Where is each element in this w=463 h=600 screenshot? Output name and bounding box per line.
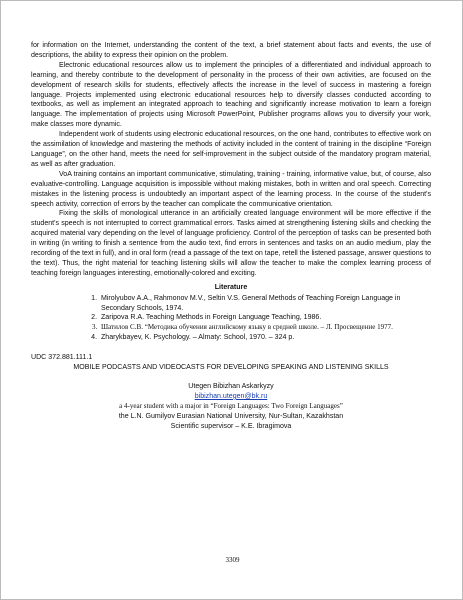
author-affiliation-university: the L.N. Gumilyov Eurasian National University, Nur-Sultan, Kazakhstan bbox=[118, 412, 344, 420]
scientific-supervisor: Scientific supervisor – K.E. Ibragimova bbox=[170, 422, 292, 430]
reference-item-3: 3. Шатилов С.В. “Методика обучения английскому языку в средней школе. – Л. Просвещение 1977. bbox=[99, 323, 431, 333]
page-number: 3309 bbox=[225, 556, 240, 564]
paragraph-2: Electronic educational resources allow us to implement the principles of a differentiated and individual approach to learning, and thereby contribute to the development of personality in the process of their own activities, are focused on the development of research skills for students, effectively affects the increase in the level of success in mastering a foreign language. Projects implemented using electronic educational resources help to diversify classes conducted according to textbooks, as well as implement an integrated approach to teaching and significantly increase motivation to learn a foreign language. The implementation of projects using Microsoft PowerPoint, Publisher programs allows you to diversify your work, make classes more dynamic. bbox=[31, 61, 431, 129]
author-email-link[interactable]: bibizhan.utegen@bk.ru bbox=[194, 392, 268, 400]
paragraph-1: for information on the Internet, understanding the content of the text, a brief statement about facts and events, the use of descriptions, the ability to express their opinion on the problem. bbox=[31, 42, 431, 59]
author-affiliation-major: a 4-year student with a major in “Foreign Languages: Two Foreign Languages” bbox=[119, 401, 343, 410]
author-name: Utegen Bibizhan Askarkyzy bbox=[188, 383, 274, 390]
reference-item-4: 4. Zharykbayev, K. Psychology. – Almaty: School, 1970. – 324 p. bbox=[99, 333, 431, 343]
page-content bbox=[31, 41, 431, 432]
udc-code: UDC 372.881.111.1 bbox=[31, 354, 93, 362]
paragraph-4: VoA training contains an important communicative, stimulating, training - training, informative value, but, of course, also evaluative-controlling. Language acquisition is impossible without making mistakes, both in written and oral speech. Correcting mistakes in the listening process is undoubtedly an important aspect of the learning process. In the course of the student's speech activity, correction of errors by the teacher can complicate the communicative orientation. bbox=[31, 170, 431, 208]
reference-item-2: 2. Zaripova R.A. Teaching Methods in Foreign Language Teaching, 1986. bbox=[99, 313, 431, 323]
literature-heading: Literature bbox=[214, 283, 248, 291]
reference-item-1: 1. Mirolyubov A.A., Rahmonov M.V., Seltin V.S. General Methods of Teaching Foreign Language in Secondary Schools, 1974. bbox=[99, 294, 431, 314]
reference-list bbox=[31, 294, 431, 344]
paragraph-5: Fixing the skills of monological utterance in an artificially created language environment will be more effective if the student's speech is not interrupted to correct grammatical errors. Tasks aimed at strengthening listening skills and checking the acquired material vary depending on the level of language proficiency. Control of the perception of tasks can be presented both in writing (in writing to finish a sentence from the audio text, find errors in sentences and tasks on an audio medium, play the recording of the text in full), and in oral form (read a passage of the text on tape, retell the listened passage, answer questions to the text). Thus, the right material for teaching listening skills will allow the teacher to make the complex learning process of teaching foreign languages interesting, emotionally-colored and exciting. bbox=[31, 210, 431, 277]
article-title: MOBILE PODCASTS AND VIDEOCASTS FOR DEVELOPING SPEAKING AND LISTENING SKILLS bbox=[73, 364, 389, 372]
paragraph-3: Independent work of students using electronic educational resources, on the one hand, contributes to effective work on the assimilation of knowledge and mastering the methods of activity included in the content of training in the discipline “Foreign Language”, on the other hand, meets the need for self-improvement in the subject outside of the mandatory program material, as well as after graduation. bbox=[31, 131, 431, 168]
